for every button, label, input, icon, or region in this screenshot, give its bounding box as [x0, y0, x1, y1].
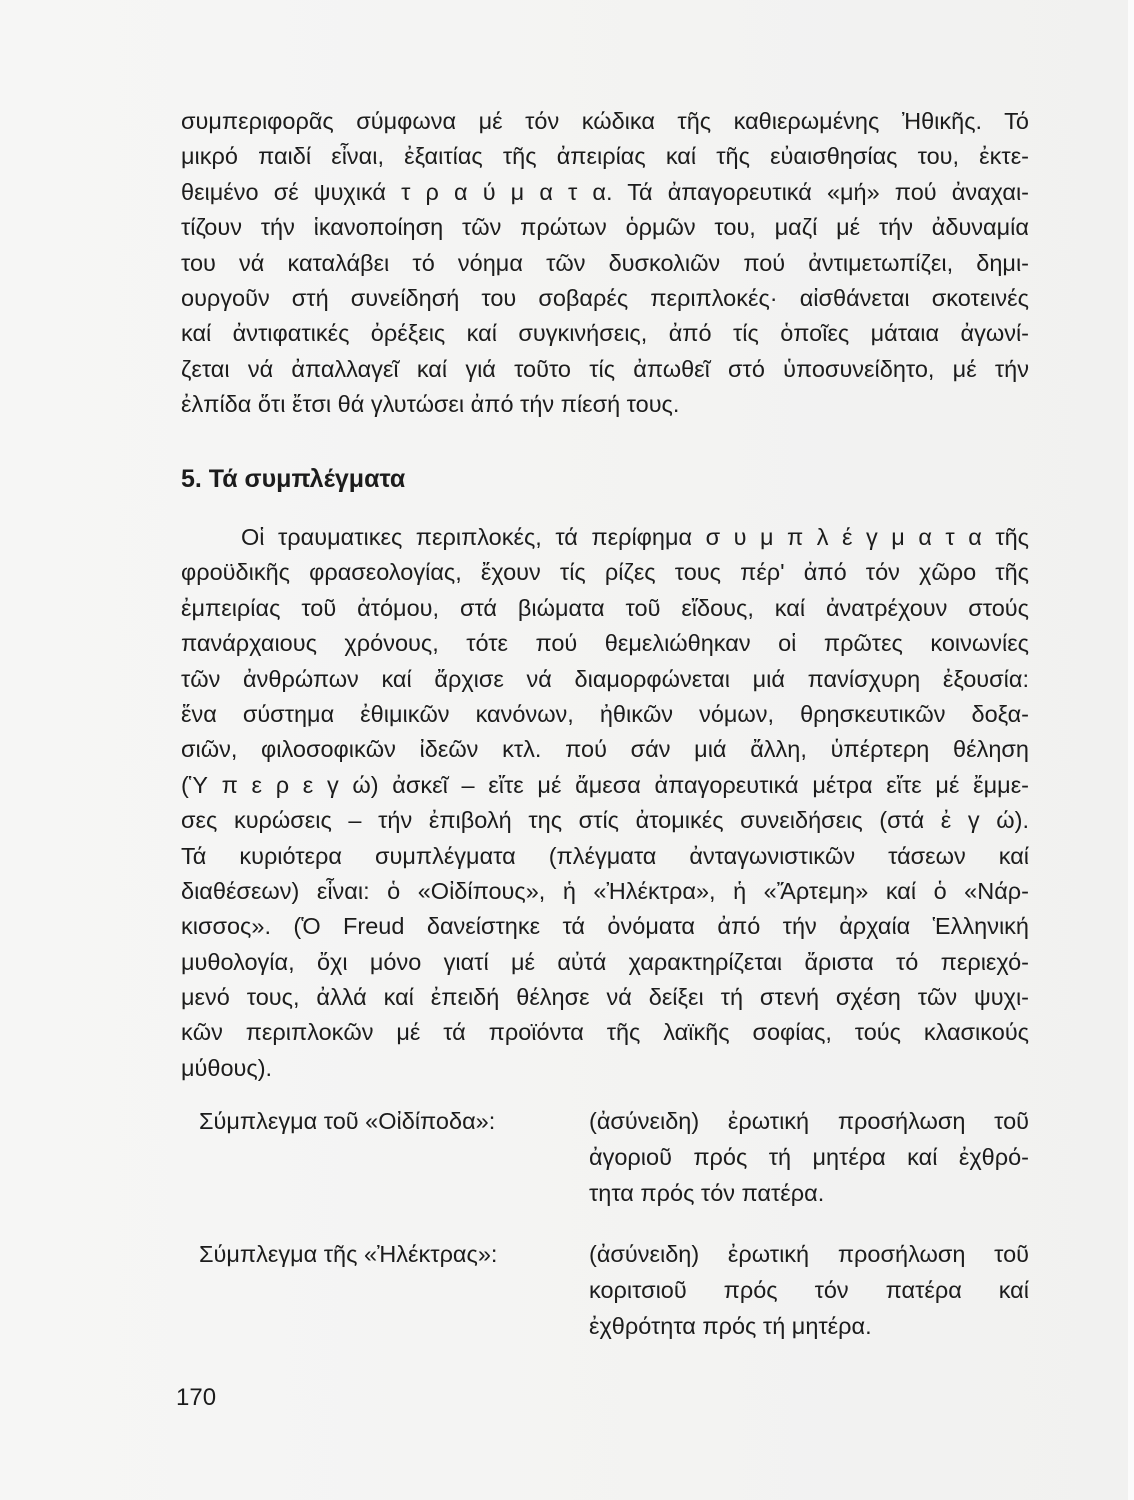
paragraph-line: φροϋδικῆς φρασεολογίας, ἔχουν τίς ρίζες τους πέρ' ἀπό τόν χῶρο τῆς [181, 559, 1029, 586]
paragraph-line: ἕνα σύστημα ἐθιμικῶν κανόνων, ἠθικῶν νόμων, θρησκευτικῶν δοξα- [181, 700, 1029, 727]
paragraph-line: μενό τους, ἀλλά καί ἐπειδή θέλησε νά δείξει τή στενή σχέση τῶν ψυχι- [181, 984, 1029, 1011]
paragraph-line: Τά κυριότερα συμπλέγματα (πλέγματα ἀνταγωνιστικῶν τάσεων καί [181, 842, 1029, 869]
paragraph-line: τῶν ἀνθρώπων καί ἄρχισε νά διαμορφώνεται μιά πανίσχυρη ἐξουσία: [181, 665, 1029, 692]
complex-term: Σύμπλεγμα τοῦ «Οἰδίποδα»: [199, 1108, 496, 1134]
section-heading: 5. Τά συμπλέγματα [181, 465, 406, 493]
paragraph-line: ἐλπίδα ὅτι ἔτσι θά γλυτώσει ἀπό τήν πίεσή τους. [181, 391, 680, 418]
paragraph-line: σες κυρώσεις – τήν ἐπιβολή της στίς ἀτομικές συνειδήσεις (στά ἐ γ ώ). [181, 807, 1029, 834]
paragraph-line: (Ὑ π ε ρ ε γ ώ) ἀσκεῖ – εἴτε μέ ἄμεσα ἀπαγορευτικά μέτρα εἴτε μέ ἔμμε- [181, 771, 1029, 798]
paragraph-line: ἐμπειρίας τοῦ ἀτόμου, στά βιώματα τοῦ εἴδους, καί ἀνατρέχουν στούς [181, 594, 1029, 621]
paragraph-line: διαθέσεων) εἶναι: ὁ «Οἰδίπους», ἡ «Ἠλέκτρα», ἡ «Ἄρτεμη» καί ὁ «Νάρ- [181, 877, 1029, 904]
complex-definition [589, 1236, 1029, 1344]
definition-line: τητα πρός τόν πατέρα. [589, 1180, 825, 1206]
page-edge [1128, 0, 1134, 1500]
paragraph-line: θειμένο σέ ψυχικά τ ρ α ύ μ α τ α. Τά ἀπαγορευτικά «μή» πού ἀναχαι- [181, 178, 1029, 205]
complex-term: Σύμπλεγμα τῆς «Ἠλέκτρας»: [199, 1241, 498, 1267]
definition-line: κοριτσιοῦ πρός τόν πατέρα καί [589, 1277, 1029, 1303]
paragraph-line: μύθους). [181, 1054, 273, 1081]
paragraph-line: μικρό παιδί εἶναι, ἐξαιτίας τῆς ἀπειρίας καί τῆς εὐαισθησίας του, ἐκτε- [181, 143, 1029, 170]
definition-line: ἐχθρότητα πρός τή μητέρα. [589, 1313, 872, 1339]
definition-line: ἀγοριοῦ πρός τή μητέρα καί ἐχθρό- [589, 1144, 1029, 1170]
paragraph-line: πανάρχαιους χρόνους, τότε πού θεμελιώθηκαν οἱ πρῶτες κοινωνίες [181, 630, 1029, 657]
paragraph-line: ζεται νά ἀπαλλαγεῖ καί γιά τοῦτο τίς ἀπωθεῖ στό ὑποσυνείδητο, μέ τήν [181, 355, 1029, 382]
paragraph-line: Οἱ τραυματικες περιπλοκές, τά περίφημα σ υ μ π λ έ γ μ α τ α τῆς [241, 524, 1029, 550]
paragraph-line: κισσος». (Ὁ Freud δανείστηκε τά ὀνόματα ἀπό τήν ἀρχαία Ἑλληνική [181, 913, 1029, 940]
paragraph-line: τίζουν τήν ἱκανοποίηση τῶν πρώτων ὁρμῶν του, μαζί μέ τήν ἀδυναμία [181, 214, 1029, 241]
definition-line: (ἀσύνειδη) ἐρωτική προσήλωση τοῦ [589, 1241, 1029, 1267]
paragraph-line: σιῶν, φιλοσοφικῶν ἰδεῶν κτλ. πού σάν μιά ἄλλη, ὑπέρτερη θέληση [181, 736, 1029, 763]
paragraph-line: καί ἀντιφατικές ὀρέξεις καί συγκινήσεις, ἀπό τίς ὁποῖες μάταια ἀγωνί- [181, 320, 1029, 347]
paragraph-line: ουργοῦν στή συνείδησή του σοβαρές περιπλοκές· αἰσθάνεται σκοτεινές [181, 284, 1029, 311]
definition-line: (ἀσύνειδη) ἐρωτική προσήλωση τοῦ [589, 1108, 1029, 1134]
paragraph-trauma [181, 104, 1029, 423]
complex-definition [589, 1103, 1029, 1211]
page-number: 170 [176, 1384, 217, 1411]
paragraph-complexes [181, 520, 1029, 1086]
paragraph-line: μυθολογία, ὄχι μόνο γιατί μέ αὐτά χαρακτηρίζεται ἄριστα τό περιεχό- [181, 948, 1029, 975]
paragraph-line: κῶν περιπλοκῶν μέ τά προϊόντα τῆς λαϊκῆς σοφίας, τούς κλασικούς [181, 1019, 1029, 1046]
paragraph-line: συμπεριφορᾶς σύμφωνα μέ τόν κώδικα τῆς καθιερωμένης Ἠθικῆς. Τό [181, 108, 1029, 134]
paragraph-line: του νά καταλάβει τό νόημα τῶν δυσκολιῶν πού ἀντιμετωπίζει, δημι- [181, 249, 1029, 276]
